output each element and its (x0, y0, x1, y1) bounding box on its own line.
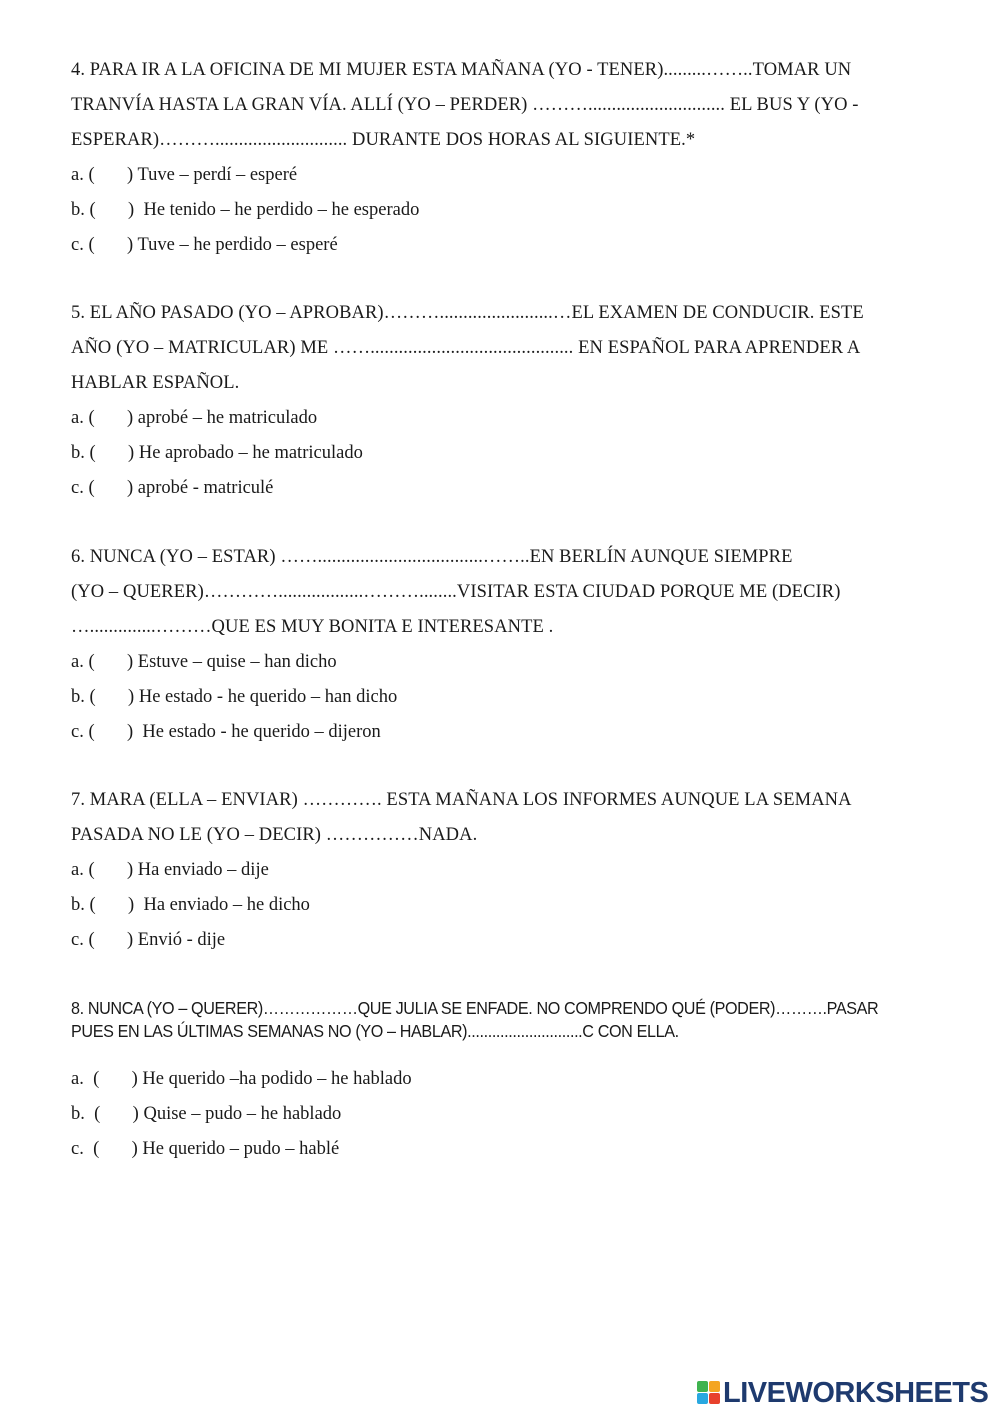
option-letter: b. ( (71, 1104, 101, 1124)
question-4-line-2: TRANVÍA HASTA LA GRAN VÍA. ALLÍ (YO – PERDER) ………............................. EL BUS Y (YO - (71, 95, 859, 115)
option-close-paren: ) (127, 478, 134, 498)
option-text: He aprobado – he matriculado (134, 443, 363, 463)
option-letter: a. ( (71, 165, 95, 185)
question-6-line-1: 6. NUNCA (YO – ESTAR) ……...................................……..EN BERLÍN AUNQUE SIEMPRE (71, 547, 793, 567)
answer-blank[interactable] (95, 158, 127, 193)
option-close-paren: ) (128, 687, 135, 707)
liveworksheets-brand[interactable] (697, 1377, 988, 1409)
question-4-option-c[interactable] (71, 228, 941, 263)
question-6-options (71, 645, 941, 750)
answer-blank[interactable] (95, 228, 127, 263)
option-text: Quise – pudo – he hablado (138, 1104, 342, 1124)
answer-blank[interactable] (99, 1132, 131, 1167)
question-5-options (71, 401, 941, 506)
question-5-line-3: HABLAR ESPAÑOL. (71, 373, 240, 393)
question-4-option-a[interactable] (71, 158, 941, 193)
question-5-line-2: AÑO (YO – MATRICULAR) ME ……........................................... EN ESPAÑOL PARA APRENDER A (71, 338, 861, 358)
option-close-paren: ) (127, 165, 134, 185)
option-text: aprobé – he matriculado (133, 408, 318, 428)
answer-blank[interactable] (95, 923, 127, 958)
question-5-option-c[interactable] (71, 471, 941, 506)
answer-blank[interactable] (96, 680, 128, 715)
option-close-paren: ) (127, 408, 134, 428)
question-7-option-b[interactable] (71, 888, 941, 923)
option-text: He tenido – he perdido – he esperado (134, 200, 420, 220)
question-6 (71, 540, 941, 750)
option-text: aprobé - matriculé (133, 478, 274, 498)
option-letter: c. ( (71, 478, 95, 498)
question-5-line-1: 5. EL AÑO PASADO (YO – APROBAR)………........................…EL EXAMEN DE CONDUCIR. ESTE (71, 303, 864, 323)
answer-blank[interactable] (96, 193, 128, 228)
question-8-option-b[interactable] (71, 1097, 941, 1132)
option-letter: a. ( (71, 860, 95, 880)
option-letter: b. ( (71, 687, 96, 707)
question-7-line-2: PASADA NO LE (YO – DECIR) ……………NADA. (71, 825, 478, 845)
option-letter: c. ( (71, 235, 95, 255)
option-close-paren: ) (127, 652, 134, 672)
question-6-option-c[interactable] (71, 715, 941, 750)
option-close-paren: ) (127, 860, 134, 880)
question-6-line-3: …..............………QUE ES MUY BONITA E INTERESANTE . (71, 617, 554, 637)
liveworksheets-logo-icon (697, 1381, 721, 1405)
option-close-paren: ) (128, 443, 135, 463)
question-8-option-c[interactable] (71, 1132, 941, 1167)
option-letter: a. ( (71, 652, 95, 672)
option-text: Estuve – quise – han dicho (133, 652, 337, 672)
question-8-option-a[interactable] (71, 1062, 941, 1097)
question-7-option-c[interactable] (71, 923, 941, 958)
question-6-option-a[interactable] (71, 645, 941, 680)
option-text: Ha enviado – he dicho (134, 895, 310, 915)
option-letter: a. ( (71, 408, 95, 428)
option-close-paren: ) (127, 235, 134, 255)
question-8-line-1: 8. NUNCA (YO – QUERER)………………QUE JULIA SE ENFADE. NO COMPRENDO QUÉ (PODER)……….PASAR (71, 998, 879, 1018)
question-4-option-b[interactable] (71, 193, 941, 228)
question-4-options (71, 158, 941, 263)
option-letter: b. ( (71, 200, 96, 220)
option-letter: a. ( (71, 1069, 100, 1089)
option-close-paren: ) (128, 200, 135, 220)
question-7-line-1: 7. MARA (ELLA – ENVIAR) …………. ESTA MAÑANA LOS INFORMES AUNQUE LA SEMANA (71, 790, 852, 810)
option-close-paren: ) (132, 1104, 139, 1124)
answer-blank[interactable] (95, 471, 127, 506)
question-6-line-2: (YO – QUERER)…………..................………........VISITAR ESTA CIUDAD PORQUE ME (DECIR) (71, 582, 841, 602)
option-letter: b. ( (71, 443, 96, 463)
option-letter: c. ( (71, 722, 95, 742)
brand-text: LIVEWORKSHEETS (723, 1377, 989, 1409)
answer-blank[interactable] (95, 715, 127, 750)
question-8 (71, 997, 941, 1167)
option-letter: c. ( (71, 930, 95, 950)
question-7-option-a[interactable] (71, 853, 941, 888)
answer-blank[interactable] (96, 436, 128, 471)
question-5 (71, 296, 941, 506)
answer-blank[interactable] (95, 645, 127, 680)
question-8-line-2: PUES EN LAS ÚLTIMAS SEMANAS NO (YO – HABLAR)............................C CON ELLA. (71, 1021, 679, 1041)
option-close-paren: ) (128, 895, 135, 915)
option-text: Ha enviado – dije (133, 860, 269, 880)
answer-blank[interactable] (99, 1062, 131, 1097)
option-close-paren: ) (127, 722, 134, 742)
option-text: He estado - he querido – dijeron (133, 722, 381, 742)
question-4 (71, 53, 941, 263)
question-6-option-b[interactable] (71, 680, 941, 715)
answer-blank[interactable] (100, 1097, 132, 1132)
question-5-option-b[interactable] (71, 436, 941, 471)
option-text: Tuve – he perdido – esperé (133, 235, 338, 255)
answer-blank[interactable] (95, 401, 127, 436)
option-close-paren: ) (131, 1139, 138, 1159)
option-text: He querido – pudo – hablé (137, 1139, 340, 1159)
question-4-line-1: 4. PARA IR A LA OFICINA DE MI MUJER ESTA MAÑANA (YO - TENER).........……..TOMAR UN (71, 60, 852, 80)
option-close-paren: ) (127, 930, 134, 950)
question-5-option-a[interactable] (71, 401, 941, 436)
question-7-options (71, 853, 941, 958)
option-text: He estado - he querido – han dicho (134, 687, 398, 707)
option-text: He querido –ha podido – he hablado (137, 1069, 412, 1089)
option-letter: c. ( (71, 1139, 100, 1159)
question-8-options (71, 1062, 941, 1167)
answer-blank[interactable] (95, 853, 127, 888)
answer-blank[interactable] (96, 888, 128, 923)
option-close-paren: ) (131, 1069, 138, 1089)
option-text: Envió - dije (133, 930, 226, 950)
option-text: Tuve – perdí – esperé (133, 165, 298, 185)
question-4-line-3: ESPERAR)………............................ DURANTE DOS HORAS AL SIGUIENTE.* (71, 130, 696, 150)
option-letter: b. ( (71, 895, 96, 915)
question-7 (71, 783, 941, 958)
